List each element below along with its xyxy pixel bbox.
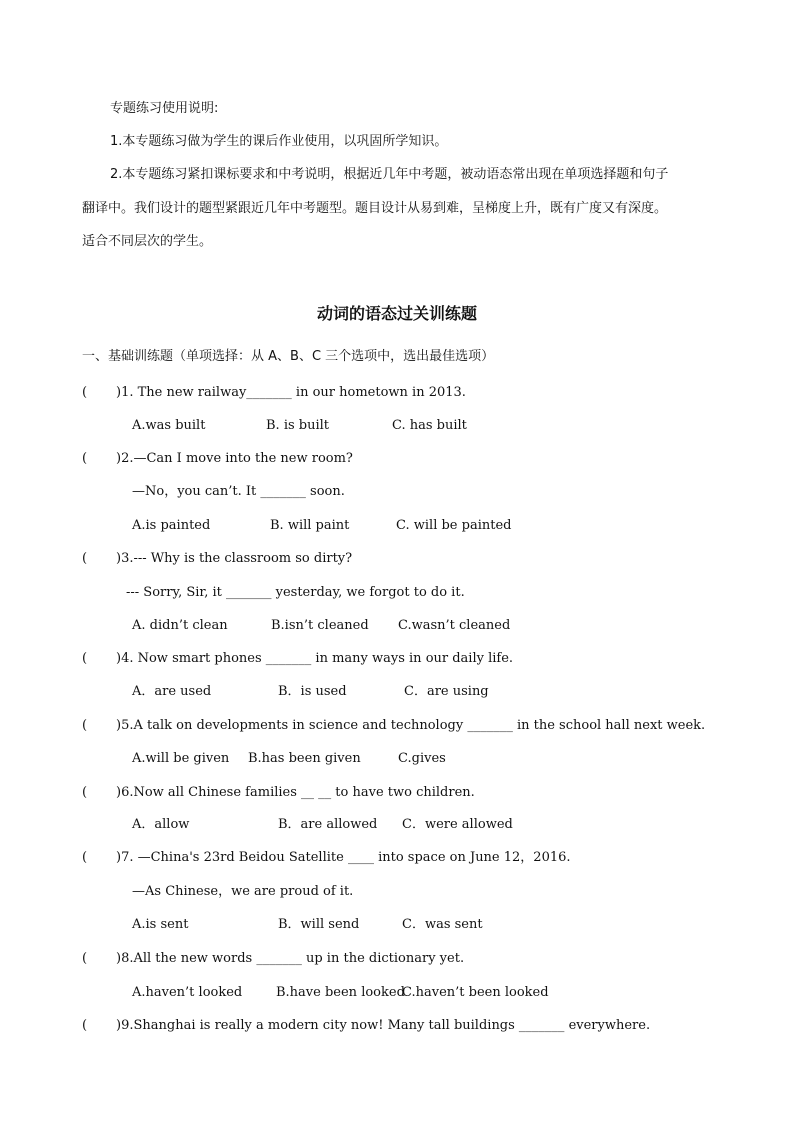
question-stem: )5.A talk on developments in science and technology _______ in the school hall next week.	[116, 718, 706, 733]
option-c: C．was sent	[402, 917, 483, 932]
section-heading: 一、基础训练题（单项选择：从 A、B、C 三个选项中，选出最佳选项）	[82, 349, 495, 364]
option-b: B．will send	[278, 917, 360, 932]
intro-point-2-line-2: 翻译中。我们设计的题型紧跟近几年中考题型。题目设计从易到难，呈梯度上升，既有广度又有深度。	[82, 201, 668, 216]
option-b: B.has been given	[248, 751, 361, 766]
answer-paren: (	[82, 850, 88, 865]
option-b: B．is used	[278, 684, 347, 699]
option-b: B.have been looked	[276, 985, 405, 1000]
option-a: A.is painted	[132, 518, 211, 533]
option-a: A.haven’t looked	[132, 985, 243, 1000]
question-stem: )3.--- Why is the classroom so dirty?	[116, 551, 353, 566]
intro-heading: 专题练习使用说明:	[110, 101, 219, 116]
answer-paren: (	[82, 451, 88, 466]
page-title: 动词的语态过关训练题	[316, 304, 477, 323]
question-stem: )4. Now smart phones _______ in many ways in our daily life.	[116, 651, 514, 666]
question-stem: )2.—Can I move into the new room?	[116, 451, 353, 466]
option-b: B. is built	[266, 418, 330, 433]
question-stem: )1. The new railway_______ in our hometown in 2013.	[116, 385, 466, 400]
answer-paren: (	[82, 385, 88, 400]
option-c: C. will be painted	[396, 518, 512, 533]
option-a: A.was built	[132, 418, 206, 433]
option-c: C.wasn’t cleaned	[398, 618, 511, 633]
option-c: C.gives	[398, 751, 446, 766]
question-stem: )6.Now all Chinese families __ __ to have two children.	[116, 785, 475, 800]
answer-paren: (	[82, 785, 88, 800]
answer-paren: (	[82, 718, 88, 733]
option-b: B.isn’t cleaned	[271, 618, 369, 633]
answer-paren: (	[82, 1018, 88, 1033]
answer-paren: (	[82, 951, 88, 966]
question-stem: )8.All the new words _______ up in the dictionary yet.	[116, 951, 465, 966]
intro-point-2-line-1: 2.本专题练习紧扣课标要求和中考说明，根据近几年中考题，被动语态常出现在单项选择题和句子	[110, 167, 669, 182]
option-c: C．were allowed	[402, 817, 513, 832]
option-c: C. has built	[392, 418, 467, 433]
option-c: C．are using	[404, 684, 489, 699]
option-a: A．are used	[132, 684, 212, 699]
option-b: B．are allowed	[278, 817, 378, 832]
option-a: A. didn’t clean	[132, 618, 228, 633]
option-a: A.is sent	[132, 917, 189, 932]
option-b: B. will paint	[270, 518, 350, 533]
intro-point-2-line-3: 适合不同层次的学生。	[82, 234, 213, 249]
answer-paren: (	[82, 651, 88, 666]
question-line-2: —As Chinese，we are proud of it.	[132, 884, 354, 899]
answer-paren: (	[82, 551, 88, 566]
question-stem: )9.Shanghai is really a modern city now! Many tall buildings _______ everywhere.	[116, 1018, 651, 1033]
intro-point-1: 1.本专题练习做为学生的课后作业使用，以巩固所学知识。	[110, 134, 448, 149]
option-a: A．allow	[132, 817, 190, 832]
question-stem: )7. —China's 23rd Beidou Satellite ____ into space on June 12，2016.	[116, 850, 571, 865]
option-c: C.haven’t been looked	[402, 985, 549, 1000]
option-a: A.will be given	[132, 751, 230, 766]
question-line-2: —No，you can’t. It _______ soon.	[132, 484, 345, 499]
question-line-2: --- Sorry, Sir, it _______ yesterday, we forgot to do it.	[126, 585, 465, 600]
